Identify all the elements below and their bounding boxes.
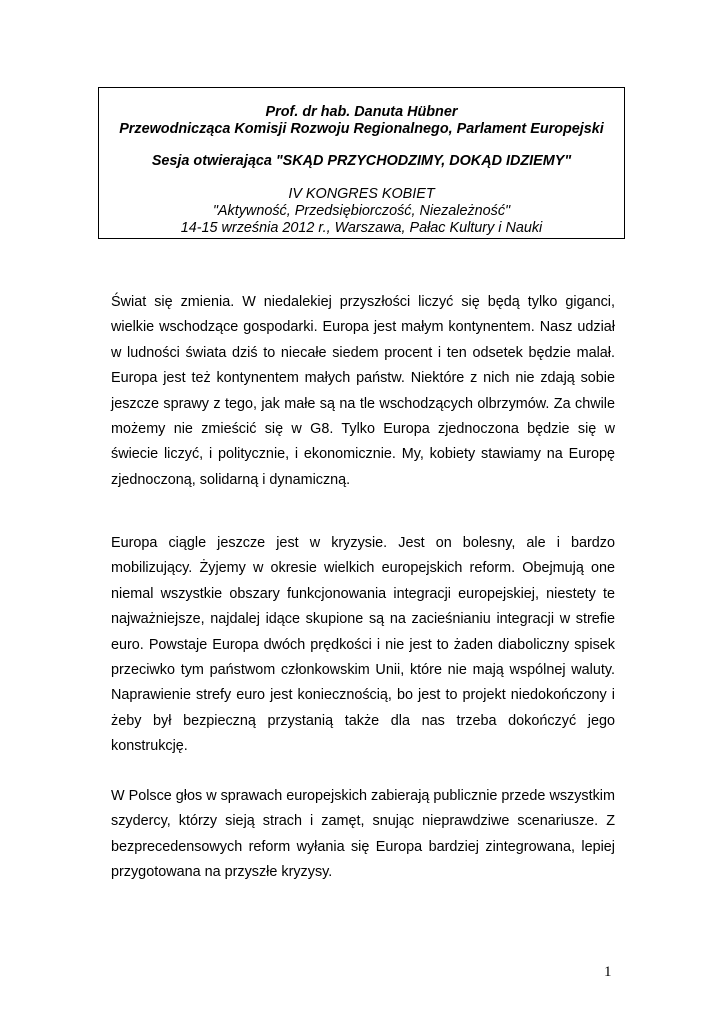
- author-name: Prof. dr hab. Danuta Hübner: [265, 104, 458, 120]
- page-number: 1: [604, 964, 612, 980]
- session-title: Sesja otwierająca "SKĄD PRZYCHODZIMY, DOKĄD IDZIEMY": [151, 153, 572, 169]
- header-box: [98, 87, 625, 239]
- author-role: Przewodnicząca Komisji Rozwoju Regionalnego, Parlament Europejski: [119, 121, 604, 137]
- paragraph-2: Europa ciągle jeszcze jest w kryzysie. Jest on bolesny, ale i bardzo mobilizujący. Żyjemy w okresie wielkich europejskich reform. Obejmują one niemal wszystkie obszary funkcjonowania integracji europejskiej, niestety te najważniejsze, najdalej idące skupione są na zacieśnianiu integracji w strefie euro. Powstaje Europa dwóch prędkości i nie jest to żaden diaboliczny spisek przeciwko tym państwom członkowskim Unii, które nie mają wspólnej waluty. Naprawienie strefy euro jest koniecznością, bo jest to projekt niedokończony i żeby był bezpieczną przystanią także dla nas trzeba dokończyć jego konstrukcję.: [111, 535, 615, 755]
- congress-motto: "Aktywność, Przedsiębiorczość, Niezależność": [212, 203, 511, 219]
- paragraph-1: Świat się zmienia. W niedalekiej przyszłości liczyć się będą tylko giganci, wielkie wschodzące gospodarki. Europa jest małym kontynentem. Nasz udział w ludności świata dziś to niecałe siedem procent i ten odsetek będzie malał. Europa jest też kontynentem małych państw. Niektóre z nich nie zdają sobie jeszcze sprawy z tego, jak małe są na tle wschodzących olbrzymów. Za chwile możemy nie zmieścić się w G8. Tylko Europa zjednoczona będzie się w świecie liczyć, i politycznie, i ekonomicznie. My, kobiety stawiamy na Europę zjednoczoną, solidarną i dynamiczną.: [111, 294, 615, 488]
- congress-title: IV KONGRES KOBIET: [288, 186, 435, 202]
- date-place: 14-15 września 2012 r., Warszawa, Pałac Kultury i Nauki: [180, 220, 543, 236]
- paragraph-3: W Polsce głos w sprawach europejskich zabierają publicznie przede wszystkim szydercy, którzy sieją strach i zamęt, snując nieprawdziwe scenariusze. Z bezprecedensowych reform wyłania się Europa bardziej zintegrowana, lepiej przygotowana na przyszłe kryzysy.: [111, 788, 615, 881]
